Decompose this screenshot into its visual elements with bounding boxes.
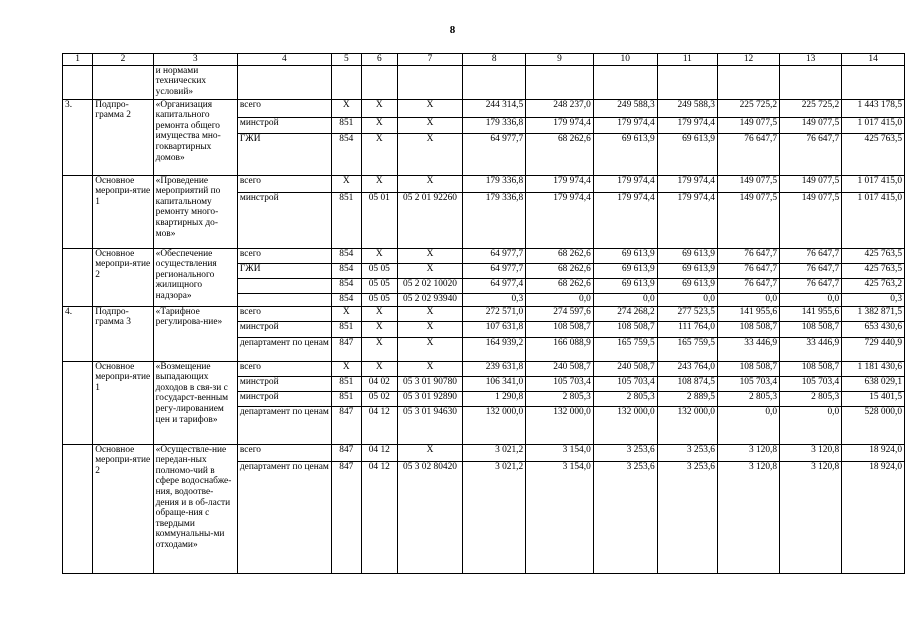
cell-name: «Проведение мероприятий по капитальному ремонту много-квартирных до-мов»	[153, 175, 237, 248]
cell-value: 164 939,2	[463, 337, 526, 361]
cell-value: 225 725,2	[780, 99, 842, 117]
cell-num	[63, 361, 93, 444]
header-cell: 8	[463, 54, 526, 66]
table-row	[63, 306, 905, 321]
cell-target: X	[397, 306, 462, 321]
cell-empty	[361, 65, 397, 99]
cell-value: 108 508,7	[780, 321, 842, 337]
cell-value: 108 508,7	[780, 361, 842, 376]
cell-target: 05 3 02 80420	[397, 461, 462, 573]
table-row	[63, 444, 905, 461]
cell-target: X	[397, 361, 462, 376]
table-row	[63, 99, 905, 117]
cell-value: 0,3	[463, 293, 526, 306]
header-cell: 10	[593, 54, 657, 66]
header-cell: 3	[153, 54, 237, 66]
header-row	[63, 54, 905, 66]
cell-section: X	[361, 117, 397, 133]
cell-code: 851	[331, 321, 361, 337]
cell-source: ГЖИ	[237, 133, 331, 175]
cell-empty	[526, 65, 594, 99]
cell-code: 854	[331, 263, 361, 278]
cell-value: 425 763,2	[842, 278, 905, 293]
cell-name: «Возмещение выпадающих доходов в свя-зи с государст-венным регу-лированием цен и тарифов»	[153, 361, 237, 444]
cell-code: 847	[331, 337, 361, 361]
cell-value: 277 523,5	[657, 306, 717, 321]
cell-source: минстрой	[237, 376, 331, 391]
cell-value: 274 268,2	[593, 306, 657, 321]
cell-value: 141 955,6	[717, 306, 779, 321]
header-cell: 14	[842, 54, 905, 66]
cell-target: X	[397, 175, 462, 192]
cell-value: 107 631,8	[463, 321, 526, 337]
cell-value: 179 974,4	[657, 175, 717, 192]
page-number: 8	[449, 24, 456, 36]
cell-value: 165 759,5	[593, 337, 657, 361]
cell-value: 249 588,3	[593, 99, 657, 117]
cell-section: 05 05	[361, 263, 397, 278]
cell-value: 249 588,3	[657, 99, 717, 117]
cell-value: 76 647,7	[717, 278, 779, 293]
cell-value: 244 314,5	[463, 99, 526, 117]
cell-value: 18 924,0	[842, 461, 905, 573]
header-cell: 2	[93, 54, 153, 66]
cell-value: 149 077,5	[717, 117, 779, 133]
cell-value: 69 613,9	[657, 278, 717, 293]
cell-value: 425 763,5	[842, 248, 905, 263]
cell-code: 847	[331, 406, 361, 444]
cell-value: 179 974,4	[657, 192, 717, 248]
cell-value: 240 508,7	[593, 361, 657, 376]
cell-value: 0,0	[780, 406, 842, 444]
cell-type: Подпро-грамма 3	[93, 306, 153, 361]
cell-value: 69 613,9	[657, 248, 717, 263]
cell-type: Основное меропри-ятие 2	[93, 444, 153, 573]
cell-empty	[842, 65, 905, 99]
cell-value: 0,0	[717, 406, 779, 444]
cell-value: 179 974,4	[526, 117, 594, 133]
cell-value: 76 647,7	[717, 263, 779, 278]
cell-section: 05 02	[361, 391, 397, 406]
cell-empty	[657, 65, 717, 99]
cell-section: X	[361, 175, 397, 192]
cell-value: 179 974,4	[593, 192, 657, 248]
cell-name: «Организация капитального ремонта общего имущества мно-гоквартирных домов»	[153, 99, 237, 175]
header-cell: 12	[717, 54, 779, 66]
cell-value: 2 889,5	[657, 391, 717, 406]
cell-value: 141 955,6	[780, 306, 842, 321]
cell-value: 68 262,6	[526, 263, 594, 278]
cell-code: 854	[331, 133, 361, 175]
cell-value: 106 341,0	[463, 376, 526, 391]
cell-value: 653 430,6	[842, 321, 905, 337]
cell-target: X	[397, 133, 462, 175]
cell-value: 0,0	[526, 293, 594, 306]
cell-value: 3 120,8	[780, 444, 842, 461]
cell-empty	[397, 65, 462, 99]
cell-value: 3 253,6	[593, 461, 657, 573]
cell-value: 3 021,2	[463, 444, 526, 461]
header-cell: 11	[657, 54, 717, 66]
header-cell: 4	[237, 54, 331, 66]
cell-section: 04 02	[361, 376, 397, 391]
cell-value: 166 088,9	[526, 337, 594, 361]
cell-value: 68 262,6	[526, 133, 594, 175]
cell-empty	[717, 65, 779, 99]
cell-value: 132 000,0	[526, 406, 594, 444]
cell-value: 64 977,7	[463, 133, 526, 175]
cell-value: 0,0	[780, 293, 842, 306]
cell-section: X	[361, 133, 397, 175]
cell-source: минстрой	[237, 391, 331, 406]
cell-code: 851	[331, 391, 361, 406]
cell-source	[237, 293, 331, 306]
cell-target: X	[397, 263, 462, 278]
cell-name: и нормами технических условий»	[153, 65, 237, 99]
cell-source: всего	[237, 175, 331, 192]
cell-value: 0,0	[593, 293, 657, 306]
cell-value: 76 647,7	[780, 248, 842, 263]
cell-code: 854	[331, 248, 361, 263]
cell-value: 108 508,7	[593, 321, 657, 337]
cell-target: 05 2 02 93940	[397, 293, 462, 306]
cell-value: 179 336,8	[463, 175, 526, 192]
cell-value: 2 805,3	[593, 391, 657, 406]
cell-type: Основное меропри-ятие 2	[93, 248, 153, 306]
cell-value: 239 631,8	[463, 361, 526, 376]
cell-value: 69 613,9	[657, 263, 717, 278]
cell-value: 179 336,8	[463, 117, 526, 133]
cell-value: 272 571,0	[463, 306, 526, 321]
cell-value: 1 382 871,5	[842, 306, 905, 321]
cell-value: 15 401,5	[842, 391, 905, 406]
cell-value: 108 508,7	[717, 321, 779, 337]
cell-value: 3 120,8	[717, 444, 779, 461]
cell-value: 179 974,4	[657, 117, 717, 133]
cell-value: 179 974,4	[593, 175, 657, 192]
cell-value: 69 613,9	[657, 133, 717, 175]
cell-value: 69 613,9	[593, 133, 657, 175]
cell-code: 854	[331, 278, 361, 293]
cell-section: X	[361, 321, 397, 337]
table-row	[63, 65, 905, 99]
cell-source: всего	[237, 444, 331, 461]
cell-target: X	[397, 117, 462, 133]
cell-name: «Осуществле-ние передан-ных полномо-чий в сфере водоснабже-ния, водоотве-дения и в об-ласти обраще-ния с твердыми коммунальны-ми отходами»	[153, 444, 237, 573]
cell-name: «Тарифное регулирова-ние»	[153, 306, 237, 361]
cell-value: 274 597,6	[526, 306, 594, 321]
cell-source: всего	[237, 306, 331, 321]
cell-code: 854	[331, 293, 361, 306]
cell-value: 132 000,0	[463, 406, 526, 444]
cell-code: 851	[331, 376, 361, 391]
cell-target: X	[397, 99, 462, 117]
cell-name: «Обеспечение осуществления регионального жилищного надзора»	[153, 248, 237, 306]
cell-empty	[237, 65, 331, 99]
cell-value: 108 508,7	[526, 321, 594, 337]
cell-code: X	[331, 361, 361, 376]
cell-section: 05 05	[361, 278, 397, 293]
cell-section: X	[361, 337, 397, 361]
cell-value: 105 703,4	[780, 376, 842, 391]
cell-value: 149 077,5	[780, 175, 842, 192]
cell-value: 3 253,6	[593, 444, 657, 461]
cell-value: 225 725,2	[717, 99, 779, 117]
cell-value: 165 759,5	[657, 337, 717, 361]
budget-table	[62, 53, 905, 574]
cell-value: 179 336,8	[463, 192, 526, 248]
cell-value: 64 977,7	[463, 263, 526, 278]
cell-value: 108 508,7	[717, 361, 779, 376]
cell-value: 149 077,5	[717, 192, 779, 248]
table-row	[63, 175, 905, 192]
cell-value: 76 647,7	[780, 133, 842, 175]
cell-code: 851	[331, 192, 361, 248]
cell-value: 69 613,9	[593, 263, 657, 278]
cell-section: 05 01	[361, 192, 397, 248]
cell-value: 3 154,0	[526, 461, 594, 573]
cell-num	[63, 444, 93, 573]
cell-target: 05 2 02 10020	[397, 278, 462, 293]
cell-value: 68 262,6	[526, 278, 594, 293]
cell-value: 248 237,0	[526, 99, 594, 117]
cell-value: 76 647,7	[780, 278, 842, 293]
cell-target: 05 3 01 92890	[397, 391, 462, 406]
cell-value: 33 446,9	[780, 337, 842, 361]
cell-num	[63, 248, 93, 306]
cell-value: 76 647,7	[717, 133, 779, 175]
cell-empty	[593, 65, 657, 99]
table-row	[63, 361, 905, 376]
cell-value: 1 181 430,6	[842, 361, 905, 376]
cell-value: 729 440,9	[842, 337, 905, 361]
cell-num: 3.	[63, 99, 93, 175]
cell-section: X	[361, 306, 397, 321]
cell-value: 3 253,6	[657, 461, 717, 573]
cell-value: 69 613,9	[593, 278, 657, 293]
cell-value: 179 974,4	[593, 117, 657, 133]
cell-empty	[331, 65, 361, 99]
header-cell: 5	[331, 54, 361, 66]
cell-value: 1 017 415,0	[842, 192, 905, 248]
cell-section: X	[361, 99, 397, 117]
cell-source: департамент по ценам	[237, 406, 331, 444]
cell-target: 05 3 01 94630	[397, 406, 462, 444]
table-row	[63, 248, 905, 263]
cell-code: 847	[331, 444, 361, 461]
cell-value: 76 647,7	[717, 248, 779, 263]
cell-code: X	[331, 175, 361, 192]
cell-value: 0,0	[717, 293, 779, 306]
cell-section: 04 12	[361, 444, 397, 461]
cell-type: Основное меропри-ятие 1	[93, 361, 153, 444]
cell-value: 528 000,0	[842, 406, 905, 444]
cell-section: 04 12	[361, 406, 397, 444]
cell-code: X	[331, 306, 361, 321]
cell-source	[237, 278, 331, 293]
cell-source: всего	[237, 248, 331, 263]
header-cell: 13	[780, 54, 842, 66]
cell-source: ГЖИ	[237, 263, 331, 278]
cell-code: 851	[331, 117, 361, 133]
cell-source: департамент по ценам	[237, 461, 331, 573]
cell-section: X	[361, 248, 397, 263]
cell-value: 68 262,6	[526, 248, 594, 263]
cell-source: департамент по ценам	[237, 337, 331, 361]
cell-value: 179 974,4	[526, 192, 594, 248]
cell-value: 132 000,0	[593, 406, 657, 444]
cell-empty	[780, 65, 842, 99]
cell-value: 111 764,0	[657, 321, 717, 337]
header-cell: 1	[63, 54, 93, 66]
cell-value: 3 120,8	[717, 461, 779, 573]
cell-target: X	[397, 321, 462, 337]
cell-source: минстрой	[237, 117, 331, 133]
cell-section: 04 12	[361, 461, 397, 573]
cell-value: 3 253,6	[657, 444, 717, 461]
cell-value: 33 446,9	[717, 337, 779, 361]
cell-target: X	[397, 444, 462, 461]
cell-num: 4.	[63, 306, 93, 361]
cell-value: 243 764,0	[657, 361, 717, 376]
cell-source: минстрой	[237, 192, 331, 248]
cell-value: 3 021,2	[463, 461, 526, 573]
cell-value: 2 805,3	[717, 391, 779, 406]
cell-type: Подпро-грамма 2	[93, 99, 153, 175]
header-cell: 7	[397, 54, 462, 66]
cell-value: 425 763,5	[842, 263, 905, 278]
cell-value: 638 029,1	[842, 376, 905, 391]
cell-value: 64 977,4	[463, 278, 526, 293]
cell-num	[63, 175, 93, 248]
cell-target: X	[397, 337, 462, 361]
cell-value: 108 874,5	[657, 376, 717, 391]
cell-value: 69 613,9	[593, 248, 657, 263]
cell-code: X	[331, 99, 361, 117]
cell-code: 847	[331, 461, 361, 573]
cell-section: 05 05	[361, 293, 397, 306]
cell-type	[93, 65, 153, 99]
header-cell: 9	[526, 54, 594, 66]
cell-value: 105 703,4	[526, 376, 594, 391]
cell-value: 425 763,5	[842, 133, 905, 175]
cell-empty	[463, 65, 526, 99]
cell-value: 105 703,4	[717, 376, 779, 391]
cell-value: 149 077,5	[717, 175, 779, 192]
cell-value: 1 017 415,0	[842, 175, 905, 192]
cell-value: 2 805,3	[780, 391, 842, 406]
cell-value: 179 974,4	[526, 175, 594, 192]
cell-value: 64 977,7	[463, 248, 526, 263]
cell-value: 3 154,0	[526, 444, 594, 461]
cell-value: 2 805,3	[526, 391, 594, 406]
cell-source: всего	[237, 361, 331, 376]
cell-value: 105 703,4	[593, 376, 657, 391]
cell-section: X	[361, 361, 397, 376]
cell-source: всего	[237, 99, 331, 117]
cell-value: 149 077,5	[780, 117, 842, 133]
cell-source: минстрой	[237, 321, 331, 337]
cell-target: 05 2 01 92260	[397, 192, 462, 248]
cell-value: 0,3	[842, 293, 905, 306]
cell-value: 1 017 415,0	[842, 117, 905, 133]
cell-value: 149 077,5	[780, 192, 842, 248]
cell-target: X	[397, 248, 462, 263]
cell-value: 18 924,0	[842, 444, 905, 461]
cell-value: 1 443 178,5	[842, 99, 905, 117]
cell-value: 132 000,0	[657, 406, 717, 444]
cell-type: Основное меропри-ятие 1	[93, 175, 153, 248]
cell-value: 240 508,7	[526, 361, 594, 376]
cell-value: 0,0	[657, 293, 717, 306]
cell-target: 05 3 01 90780	[397, 376, 462, 391]
cell-num	[63, 65, 93, 99]
cell-value: 1 290,8	[463, 391, 526, 406]
header-cell: 6	[361, 54, 397, 66]
cell-value: 76 647,7	[780, 263, 842, 278]
cell-value: 3 120,8	[780, 461, 842, 573]
